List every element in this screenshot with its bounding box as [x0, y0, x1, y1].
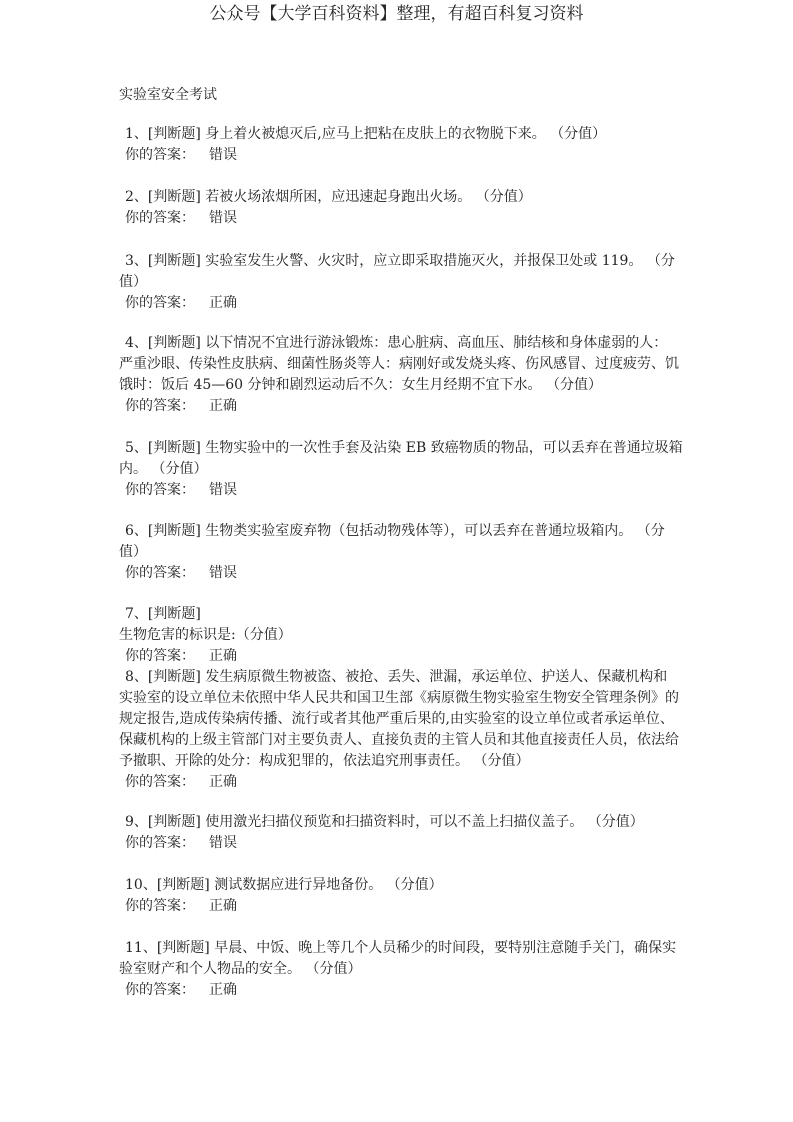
question-item [119, 187, 689, 229]
answer-label: 你的答案： [125, 482, 195, 498]
question-item [119, 875, 689, 917]
answer-row [119, 208, 689, 229]
answer-value: 正确 [209, 295, 237, 311]
answer-value: 错误 [209, 565, 237, 581]
answer-row [119, 772, 689, 793]
answer-row [119, 646, 689, 667]
question-text-line: 3、[判断题] 实验室发生火警、火灾时，应立即采取措施灭火，并报保卫处或 119。 （分 [125, 253, 675, 269]
question-item [119, 667, 689, 793]
answer-value: 正确 [209, 398, 237, 414]
question-text-line: 8、[判断题] 发生病原微生物被盗、被抢、丢失、泄漏，承运单位、护送人、保藏机构和 [125, 669, 668, 685]
question-item [119, 604, 689, 667]
answer-value: 正确 [209, 774, 237, 790]
answer-label: 你的答案： [125, 210, 195, 226]
question-item [119, 438, 689, 501]
question-text-line: 2、[判断题] 若被火场浓烟所困，应迅速起身跑出火场。 （分值） [125, 189, 532, 205]
question-text-line: 5、[判断题] 生物实验中的一次性手套及沾染 EB 致癌物质的物品，可以丢弃在普通垃圾箱 [125, 440, 683, 456]
answer-row [119, 145, 689, 166]
question-text-line: 10、[判断题] 测试数据应进行异地备份。 （分值） [125, 877, 443, 893]
answer-row [119, 833, 689, 854]
answer-value: 错误 [209, 147, 237, 163]
question-item [119, 812, 689, 854]
answer-label: 你的答案： [125, 565, 195, 581]
answer-value: 错误 [209, 482, 237, 498]
answer-row [119, 480, 689, 501]
answer-value: 正确 [209, 982, 237, 998]
question-text-line: 实验室的设立单位未依照中华人民共和国卫生部《病原微生物实验室生物安全管理条例》的 [119, 690, 679, 706]
page-header-watermark: 公众号【大学百科资料】整理，有超百科复习资料 [209, 4, 584, 24]
question-text-line: 保藏机构的上级主管部门对主要负责人、直接负责的主管人员和其他直接责任人员，依法给 [119, 732, 679, 748]
answer-label: 你的答案： [125, 774, 195, 790]
question-item [119, 938, 689, 1001]
answer-label: 你的答案： [125, 295, 195, 311]
answer-value: 正确 [209, 648, 237, 664]
answer-label: 你的答案： [125, 835, 195, 851]
answer-value: 错误 [209, 835, 237, 851]
answer-label: 你的答案： [125, 398, 195, 414]
question-text-line: 1、[判断题] 身上着火被熄灭后,应马上把粘在皮肤上的衣物脱下来。 （分值） [125, 126, 607, 142]
question-text-line: 11、[判断题] 早晨、中饭、晚上等几个人员稀少的时间段，要特别注意随手关门，确保实 [125, 940, 677, 956]
question-item [119, 251, 689, 314]
answer-row [119, 896, 689, 917]
question-text-line: 6、[判断题] 生物类实验室废弃物（包括动物残体等），可以丢弃在普通垃圾箱内。 （分 [125, 523, 665, 539]
answer-value: 错误 [209, 210, 237, 226]
answer-label: 你的答案： [125, 982, 195, 998]
answer-row [119, 980, 689, 1001]
question-item [119, 124, 689, 166]
answer-row [119, 563, 689, 584]
question-item [119, 521, 689, 584]
answer-label: 你的答案： [125, 648, 195, 664]
question-text-line: 内。 （分值） [119, 461, 208, 477]
question-text-line: 严重沙眼、传染性皮肤病、细菌性肠炎等人：病刚好或发烧头疼、伤风感冒、过度疲劳、饥 [119, 356, 679, 372]
question-text-line: 验室财产和个人物品的安全。 （分值） [119, 961, 362, 977]
document-title: 实验室安全考试 [119, 87, 217, 103]
question-text-line: 饿时：饭后 45—60 分钟和剧烈运动后不久：女生月经期不宜下水。 （分值） [119, 377, 602, 393]
answer-label: 你的答案： [125, 147, 195, 163]
answer-row [119, 396, 689, 417]
answer-label: 你的答案： [125, 898, 195, 914]
question-text-line: 4、[判断题] 以下情况不宜进行游泳锻炼：患心脏病、高血压、肺结核和身体虚弱的人： [125, 335, 668, 351]
question-text-line: 9、[判断题] 使用激光扫描仪预览和扫描资料时，可以不盖上扫描仪盖子。 （分值） [125, 814, 644, 830]
question-text-line: 生物危害的标识是:（分值） [119, 627, 292, 643]
question-text-line: 7、[判断题] [125, 606, 201, 622]
question-text-line: 规定报告,造成传染病传播、流行或者其他严重后果的,由实验室的设立单位或者承运单位、 [119, 711, 674, 727]
answer-value: 正确 [209, 898, 237, 914]
question-text-line: 值） [119, 544, 147, 560]
question-text-line: 予撤职、开除的处分：构成犯罪的，依法追究刑事责任。 （分值） [119, 753, 530, 769]
answer-row [119, 293, 689, 314]
question-text-line: 值） [119, 274, 147, 290]
question-item [119, 333, 689, 417]
